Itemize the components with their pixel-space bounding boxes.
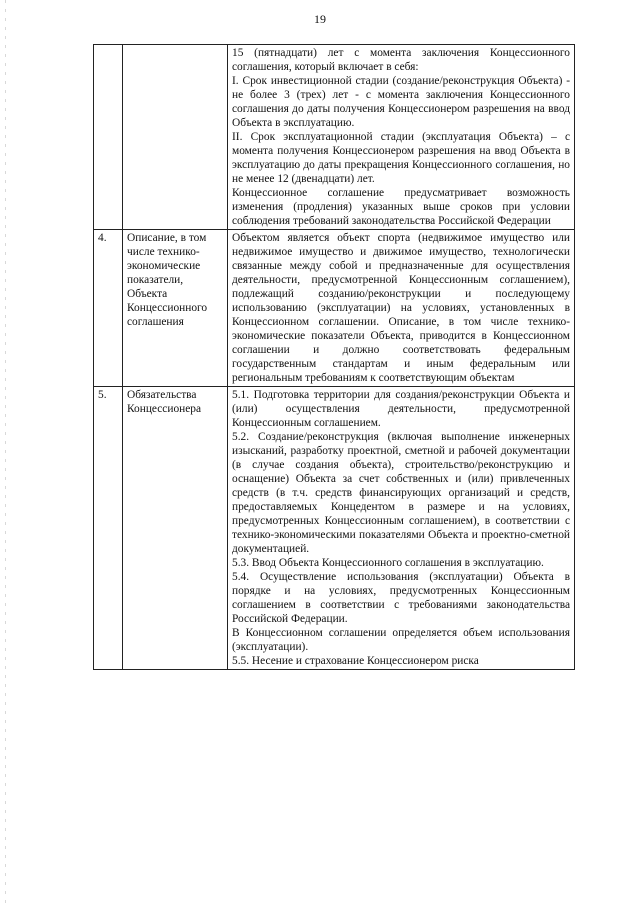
row-content <box>228 45 575 230</box>
obligation-5-3: 5.3. Ввод Объекта Концессионного соглашения в эксплуатацию. <box>232 557 544 569</box>
table-row-concessionaire-obligations <box>94 387 575 670</box>
row-number: 4. <box>94 230 123 387</box>
usage-volume-paragraph: В Концессионном соглашении определяется объем использования (эксплуатации). <box>232 627 570 653</box>
obligation-5-4: 5.4. Осуществление использования (эксплуатации) Объекта в порядке и на условиях, предусмотренных Концессионным соглашением в соответствии с требованиями законодательства Российской Федерации. <box>232 571 570 625</box>
table-row-term-continuation <box>94 45 575 230</box>
row-number <box>94 45 123 230</box>
row-name <box>123 45 228 230</box>
obligation-5-2: 5.2. Создание/реконструкция (включая выполнение инженерных изысканий, разработку проектной, сметной и рабочей документации (в случае создания объекта), строительство/реконструкцию и оснащение) Объекта за счет собственных и (или) привлеченных средств (в т.ч. средств финансирующих организаций и средств, предоставляемых Концедентом в размере и на условиях, предусмотренных Концессионным соглашением), в соответствии с технико-экономическими показателями Объекта и проектно-сметной документацией. <box>232 431 570 555</box>
row-name: Описание, в том числе технико-экономические показатели, Объекта Концессионного соглашения <box>123 230 228 387</box>
investment-stage-paragraph: I. Срок инвестиционной стадии (создание/реконструкция Объекта) - не более 3 (трех) лет - с момента заключения Концессионного соглашения до даты получения Концессионером разрешения на ввод Объекта в эксплуатацию. <box>232 75 570 129</box>
row-number: 5. <box>94 387 123 670</box>
object-description-paragraph: Объектом является объект спорта (недвижимое имущество или недвижимое имущество и движимое имущество, технологически связанные между собой и предназначенные для осуществления деятельности, предусмотренной Концессионным соглашением), подлежащий созданию/реконструкции и последующему использованию (эксплуатации) на условиях, установленных в Концессионном соглашении. Описание, в том числе технико-экономические показатели Объекта, приводится в Концессионном соглашении и должно соответствовать федеральным государственным стандартам и иным федеральным или региональным требованиям к соответствующим объектам <box>232 232 570 384</box>
term-intro-paragraph: 15 (пятнадцати) лет с момента заключения Концессионного соглашения, который включает в себя: <box>232 47 570 73</box>
operation-stage-paragraph: II. Срок эксплуатационной стадии (эксплуатация Объекта) – с момента получения Концессионером разрешения на ввод Объекта в эксплуатацию до даты прекращения Концессионного соглашения, но не менее 12 (двенадцати) лет. <box>232 131 570 185</box>
row-name: Обязательства Концессионера <box>123 387 228 670</box>
obligation-5-5: 5.5. Несение и страхование Концессионером риска <box>232 655 479 667</box>
obligation-5-1: 5.1. Подготовка территории для создания/реконструкции Объекта и (или) осуществления деятельности, предусмотренной Концессионным соглашением. <box>232 389 570 429</box>
concession-terms-table <box>93 44 575 670</box>
term-extension-paragraph: Концессионное соглашение предусматривает возможность изменения (продления) указанных выше сроков при условии соблюдения требований законодательства Российской Федерации <box>232 187 570 227</box>
row-content <box>228 230 575 387</box>
row-content <box>228 387 575 670</box>
page-number: 19 <box>314 12 326 26</box>
table-row-object-description <box>94 230 575 387</box>
scan-edge-artifact <box>5 0 6 905</box>
